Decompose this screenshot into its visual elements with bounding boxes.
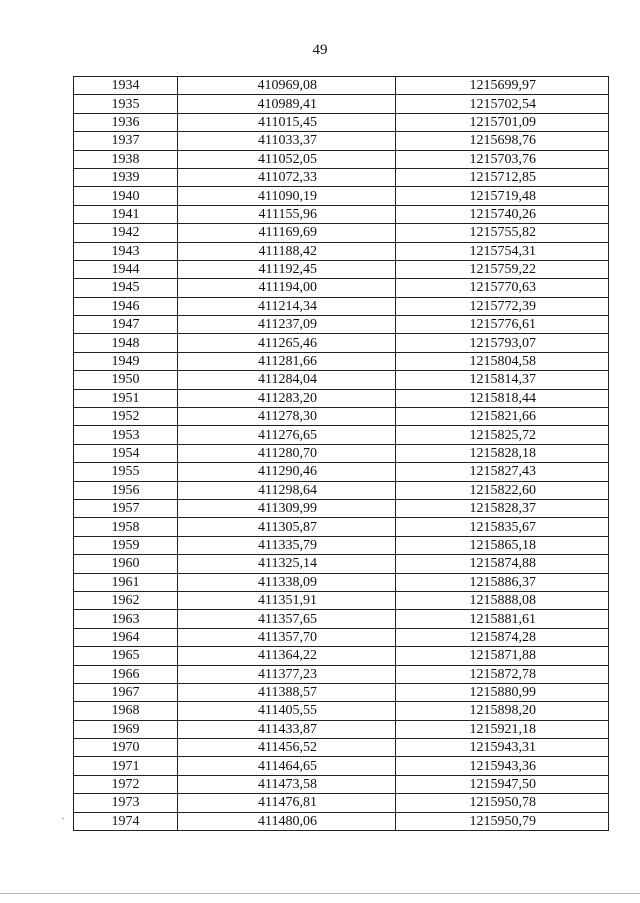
point-number-cell: 1951 [74,389,178,407]
point-number-cell: 1960 [74,555,178,573]
table-row [74,297,609,315]
x-coordinate-cell: 411476,81 [178,794,396,812]
x-coordinate-cell: 411377,23 [178,665,396,683]
y-coordinate-cell: 1215898,20 [396,702,609,720]
y-coordinate-cell: 1215943,31 [396,739,609,757]
table-row [74,242,609,260]
x-coordinate-cell: 411090,19 [178,187,396,205]
x-coordinate-cell: 411280,70 [178,444,396,462]
point-number-cell: 1947 [74,316,178,334]
point-number-cell: 1954 [74,444,178,462]
x-coordinate-cell: 411281,66 [178,352,396,370]
y-coordinate-cell: 1215814,37 [396,371,609,389]
point-number-cell: 1972 [74,775,178,793]
y-coordinate-cell: 1215950,78 [396,794,609,812]
y-coordinate-cell: 1215804,58 [396,352,609,370]
table-row [74,408,609,426]
table-row [74,113,609,131]
point-number-cell: 1939 [74,168,178,186]
x-coordinate-cell: 411033,37 [178,132,396,150]
page-bottom-edge [0,893,640,894]
point-number-cell: 1941 [74,205,178,223]
x-coordinate-cell: 411265,46 [178,334,396,352]
point-number-cell: 1934 [74,77,178,95]
x-coordinate-cell: 411338,09 [178,573,396,591]
point-number-cell: 1971 [74,757,178,775]
x-coordinate-cell: 411214,34 [178,297,396,315]
table-row [74,463,609,481]
x-coordinate-cell: 411194,00 [178,279,396,297]
x-coordinate-cell: 411298,64 [178,481,396,499]
point-number-cell: 1937 [74,132,178,150]
table-row [74,775,609,793]
point-number-cell: 1968 [74,702,178,720]
point-number-cell: 1942 [74,224,178,242]
point-number-cell: 1967 [74,683,178,701]
point-number-cell: 1970 [74,739,178,757]
y-coordinate-cell: 1215950,79 [396,812,609,830]
y-coordinate-cell: 1215921,18 [396,720,609,738]
y-coordinate-cell: 1215793,07 [396,334,609,352]
table-row [74,739,609,757]
coordinates-table-body [74,77,609,831]
x-coordinate-cell: 411052,05 [178,150,396,168]
x-coordinate-cell: 411072,33 [178,168,396,186]
x-coordinate-cell: 410989,41 [178,95,396,113]
y-coordinate-cell: 1215703,76 [396,150,609,168]
x-coordinate-cell: 411169,69 [178,224,396,242]
point-number-cell: 1952 [74,408,178,426]
y-coordinate-cell: 1215821,66 [396,408,609,426]
x-coordinate-cell: 411464,65 [178,757,396,775]
point-number-cell: 1953 [74,426,178,444]
x-coordinate-cell: 411278,30 [178,408,396,426]
table-row [74,591,609,609]
y-coordinate-cell: 1215828,37 [396,499,609,517]
point-number-cell: 1973 [74,794,178,812]
point-number-cell: 1962 [74,591,178,609]
y-coordinate-cell: 1215874,28 [396,628,609,646]
table-row [74,720,609,738]
coordinates-table [73,76,609,831]
y-coordinate-cell: 1215880,99 [396,683,609,701]
point-number-cell: 1961 [74,573,178,591]
x-coordinate-cell: 411155,96 [178,205,396,223]
y-coordinate-cell: 1215828,18 [396,444,609,462]
scan-speck [62,818,64,819]
x-coordinate-cell: 411364,22 [178,647,396,665]
table-row [74,610,609,628]
y-coordinate-cell: 1215947,50 [396,775,609,793]
table-row [74,536,609,554]
point-number-cell: 1940 [74,187,178,205]
table-row [74,702,609,720]
point-number-cell: 1974 [74,812,178,830]
point-number-cell: 1965 [74,647,178,665]
point-number-cell: 1949 [74,352,178,370]
x-coordinate-cell: 411305,87 [178,518,396,536]
y-coordinate-cell: 1215759,22 [396,260,609,278]
x-coordinate-cell: 411433,87 [178,720,396,738]
table-row [74,260,609,278]
y-coordinate-cell: 1215835,67 [396,518,609,536]
table-row [74,95,609,113]
table-row [74,316,609,334]
x-coordinate-cell: 411405,55 [178,702,396,720]
page-number: 49 [312,42,328,58]
x-coordinate-cell: 411192,45 [178,260,396,278]
y-coordinate-cell: 1215865,18 [396,536,609,554]
table-row [74,224,609,242]
y-coordinate-cell: 1215874,88 [396,555,609,573]
table-row [74,279,609,297]
x-coordinate-cell: 411015,45 [178,113,396,131]
table-row [74,518,609,536]
table-row [74,371,609,389]
table-row [74,683,609,701]
x-coordinate-cell: 411325,14 [178,555,396,573]
x-coordinate-cell: 411283,20 [178,389,396,407]
table-row [74,812,609,830]
table-row [74,334,609,352]
y-coordinate-cell: 1215698,76 [396,132,609,150]
table-row [74,481,609,499]
x-coordinate-cell: 411357,70 [178,628,396,646]
y-coordinate-cell: 1215888,08 [396,591,609,609]
y-coordinate-cell: 1215755,82 [396,224,609,242]
y-coordinate-cell: 1215881,61 [396,610,609,628]
table-row [74,187,609,205]
y-coordinate-cell: 1215827,43 [396,463,609,481]
y-coordinate-cell: 1215754,31 [396,242,609,260]
y-coordinate-cell: 1215818,44 [396,389,609,407]
y-coordinate-cell: 1215871,88 [396,647,609,665]
y-coordinate-cell: 1215822,60 [396,481,609,499]
table-row [74,205,609,223]
y-coordinate-cell: 1215772,39 [396,297,609,315]
table-row [74,757,609,775]
table-row [74,77,609,95]
y-coordinate-cell: 1215943,36 [396,757,609,775]
x-coordinate-cell: 411284,04 [178,371,396,389]
table-row [74,132,609,150]
table-row [74,444,609,462]
y-coordinate-cell: 1215872,78 [396,665,609,683]
point-number-cell: 1948 [74,334,178,352]
x-coordinate-cell: 411388,57 [178,683,396,701]
x-coordinate-cell: 411290,46 [178,463,396,481]
point-number-cell: 1946 [74,297,178,315]
x-coordinate-cell: 411276,65 [178,426,396,444]
x-coordinate-cell: 411188,42 [178,242,396,260]
y-coordinate-cell: 1215740,26 [396,205,609,223]
table-row [74,573,609,591]
point-number-cell: 1956 [74,481,178,499]
y-coordinate-cell: 1215712,85 [396,168,609,186]
point-number-cell: 1969 [74,720,178,738]
table-row [74,150,609,168]
x-coordinate-cell: 411237,09 [178,316,396,334]
y-coordinate-cell: 1215701,09 [396,113,609,131]
point-number-cell: 1943 [74,242,178,260]
table-row [74,352,609,370]
y-coordinate-cell: 1215825,72 [396,426,609,444]
x-coordinate-cell: 411335,79 [178,536,396,554]
y-coordinate-cell: 1215886,37 [396,573,609,591]
y-coordinate-cell: 1215776,61 [396,316,609,334]
point-number-cell: 1958 [74,518,178,536]
x-coordinate-cell: 411309,99 [178,499,396,517]
y-coordinate-cell: 1215719,48 [396,187,609,205]
point-number-cell: 1964 [74,628,178,646]
x-coordinate-cell: 411351,91 [178,591,396,609]
point-number-cell: 1936 [74,113,178,131]
point-number-cell: 1938 [74,150,178,168]
point-number-cell: 1955 [74,463,178,481]
x-coordinate-cell: 410969,08 [178,77,396,95]
point-number-cell: 1957 [74,499,178,517]
y-coordinate-cell: 1215699,97 [396,77,609,95]
x-coordinate-cell: 411480,06 [178,812,396,830]
table-row [74,389,609,407]
table-row [74,794,609,812]
table-row [74,647,609,665]
point-number-cell: 1944 [74,260,178,278]
x-coordinate-cell: 411456,52 [178,739,396,757]
table-row [74,665,609,683]
table-row [74,499,609,517]
table-row [74,555,609,573]
x-coordinate-cell: 411473,58 [178,775,396,793]
point-number-cell: 1945 [74,279,178,297]
y-coordinate-cell: 1215702,54 [396,95,609,113]
table-row [74,628,609,646]
point-number-cell: 1935 [74,95,178,113]
table-row [74,168,609,186]
point-number-cell: 1963 [74,610,178,628]
point-number-cell: 1950 [74,371,178,389]
point-number-cell: 1966 [74,665,178,683]
x-coordinate-cell: 411357,65 [178,610,396,628]
point-number-cell: 1959 [74,536,178,554]
table-row [74,426,609,444]
y-coordinate-cell: 1215770,63 [396,279,609,297]
